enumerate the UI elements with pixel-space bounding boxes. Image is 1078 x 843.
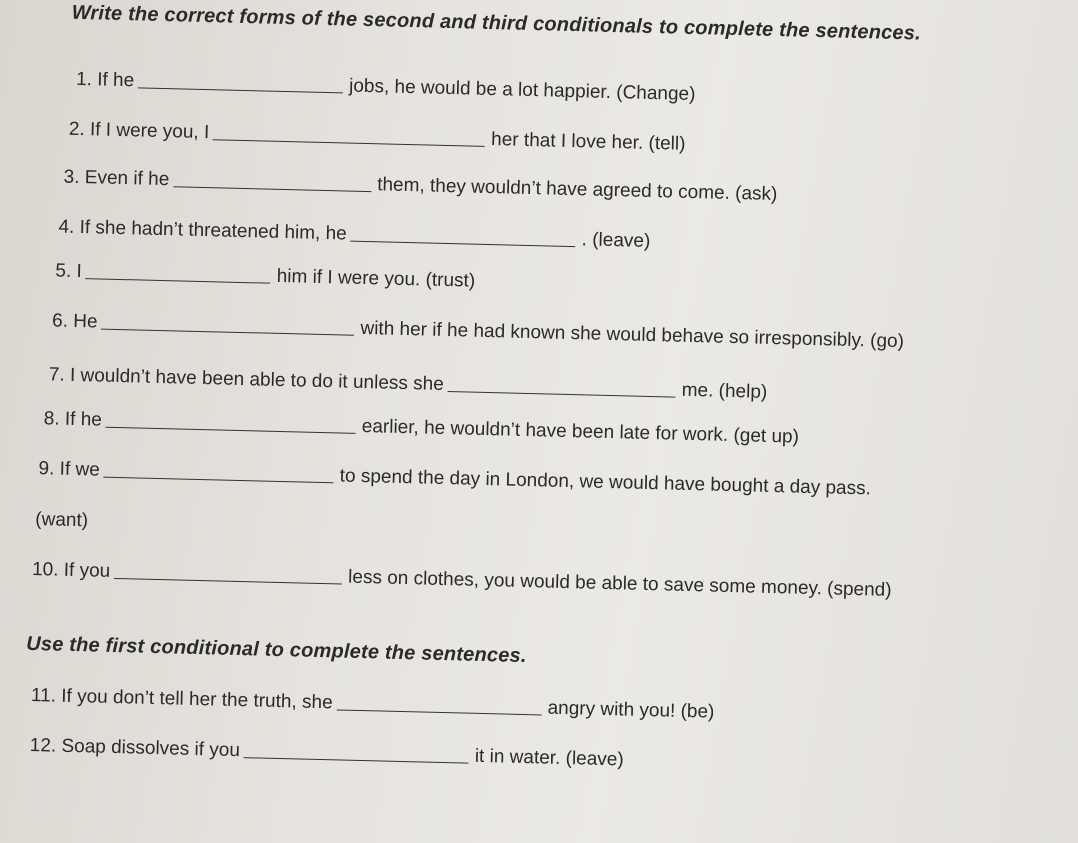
answer-blank-8[interactable] <box>106 409 356 434</box>
answer-blank-12[interactable] <box>244 739 469 763</box>
sentence-2 <box>69 118 686 157</box>
answer-blank-9[interactable] <box>104 459 334 484</box>
sentence-1 <box>76 68 696 107</box>
sentence-3-before: 3. Even if he <box>63 166 170 191</box>
sentence-3 <box>63 166 777 207</box>
sentence-12 <box>29 734 624 773</box>
sentence-9-after: to spend the day in London, we would have bought a day pass. <box>339 465 872 500</box>
sentence-11-before: 11. If you don’t tell her the truth, she <box>30 684 333 714</box>
answer-blank-11[interactable] <box>336 691 541 715</box>
sentence-3-after: them, they wouldn’t have agreed to come. (ask) <box>376 174 778 206</box>
sentence-1-after: jobs, he would be a lot happier. (Change) <box>348 75 696 106</box>
sentence-7 <box>49 363 768 405</box>
answer-blank-4[interactable] <box>351 223 576 247</box>
sentence-10-after: less on clothes, you would be able to save some money. (spend) <box>347 566 892 601</box>
sentence-2-after: her that I love her. (tell) <box>490 129 686 155</box>
sentence-9 <box>38 457 871 501</box>
sentence-11 <box>31 684 715 725</box>
sentence-12-after: it in water. (leave) <box>474 745 624 771</box>
instruction-heading-2: Use the first conditional to complete the sentences. <box>26 632 527 668</box>
sentence-10 <box>32 558 892 603</box>
sentence-5 <box>55 259 475 293</box>
sentence-4 <box>58 215 650 253</box>
sentence-8 <box>43 407 799 449</box>
sentence-4-after: . (leave) <box>581 229 651 252</box>
sentence-9-hint: (want) <box>35 509 89 532</box>
sentence-7-before: 7. I wouldn’t have been able to do it unless she <box>48 364 445 395</box>
instruction-heading-1: Write the correct forms of the second and third conditionals to complete the sentences. <box>71 1 922 45</box>
sentence-5-after: him if I were you. (trust) <box>276 265 476 292</box>
sentence-12-before: 12. Soap dissolves if you <box>29 734 241 762</box>
sentence-11-after: angry with you! (be) <box>547 697 715 723</box>
answer-blank-3[interactable] <box>173 168 371 192</box>
sentence-4-before: 4. If she hadn’t threatened him, he <box>58 216 348 245</box>
sentence-6 <box>52 309 904 354</box>
answer-blank-2[interactable] <box>213 121 485 147</box>
sentence-2-before: 2. If I were you, I <box>68 118 210 144</box>
answer-blank-6[interactable] <box>101 311 354 336</box>
sentence-6-after: with her if he had known she would behave so irresponsibly. (go) <box>360 317 905 353</box>
sentence-6-before: 6. He <box>51 310 98 333</box>
sentence-8-before: 8. If he <box>43 408 103 431</box>
answer-blank-1[interactable] <box>138 69 343 93</box>
sentence-5-before: 5. I <box>55 260 83 283</box>
answer-blank-5[interactable] <box>86 260 271 284</box>
sentence-10-before: 10. If you <box>31 558 111 582</box>
sentence-9-continuation <box>35 508 88 533</box>
answer-blank-7[interactable] <box>448 373 676 398</box>
sentence-8-after: earlier, he wouldn’t have been late for work. (get up) <box>361 415 800 448</box>
answer-blank-10[interactable] <box>114 560 342 585</box>
sentence-7-after: me. (help) <box>681 379 768 403</box>
sentence-1-before: 1. If he <box>75 68 135 92</box>
sentence-9-before: 9. If we <box>38 458 101 481</box>
